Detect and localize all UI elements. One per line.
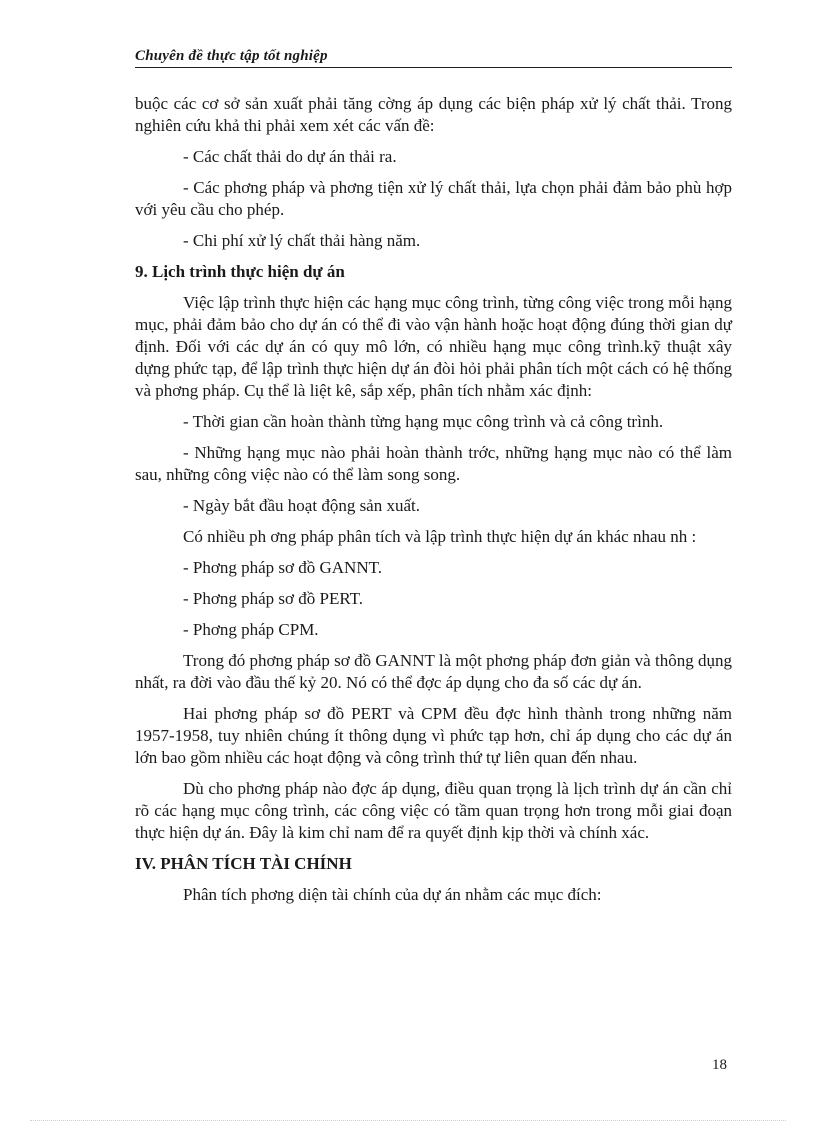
paragraph: Trong đó phơng pháp sơ đồ GANNT là một phơng pháp đơn giản và thông dụng nhất, ra đời vào đầu thế kỷ 20. Nó có thể đợc áp dụng cho đa số các dự án. [135, 651, 732, 692]
page-bottom-rule [30, 1120, 786, 1121]
section-heading: 9. Lịch trình thực hiện dự án [135, 262, 345, 281]
list-item: - Những hạng mục nào phải hoàn thành trớc, những hạng mục nào có thể làm sau, những công việc nào có thể làm song song. [135, 443, 732, 484]
list-item: - Phơng pháp CPM. [183, 620, 319, 639]
paragraph: Phân tích phơng diện tài chính của dự án nhằm các mục đích: [183, 885, 602, 904]
page-body [135, 93, 732, 915]
list-item: - Phơng pháp sơ đồ GANNT. [183, 558, 382, 577]
paragraph: buộc các cơ sở sản xuất phải tăng cờng áp dụng các biện pháp xử lý chất thải. Trong nghiên cứu khả thi phải xem xét các vấn đề: [135, 94, 732, 135]
paragraph: Có nhiều ph ơng pháp phân tích và lập trình thực hiện dự án khác nhau nh : [183, 527, 697, 546]
list-item: - Các chất thải do dự án thải ra. [183, 147, 397, 166]
list-item: - Các phơng pháp và phơng tiện xử lý chất thải, lựa chọn phải đảm bảo phù hợp với yêu cầu cho phép. [135, 178, 732, 219]
paragraph: Hai phơng pháp sơ đồ PERT và CPM đều đợc hình thành trong những năm 1957-1958, tuy nhiên chúng ít thông dụng vì phức tạp hơn, chỉ áp dụng cho các dự án lớn bao gồm nhiều các hoạt động và công trình thứ tự liên quan đến nhau. [135, 704, 732, 767]
section-heading: IV. PHÂN TÍCH TÀI CHÍNH [135, 854, 352, 873]
list-item: - Phơng pháp sơ đồ PERT. [183, 589, 364, 608]
running-header: Chuyên đề thực tập tốt nghiệp [135, 48, 732, 68]
list-item: - Ngày bắt đầu hoạt động sản xuất. [183, 496, 420, 515]
paragraph: Việc lập trình thực hiện các hạng mục công trình, từng công việc trong mỗi hạng mục, phải đảm bảo cho dự án có thể đi vào vận hành hoặc hoạt động đúng thời gian dự định. Đối với các dự án có quy mô lớn, có nhiều hạng mục công trình.kỹ thuật xây dựng phức tạp, để lập trình thực hiện dự án đòi hỏi phải phân tích một cách có hệ thống và phơng pháp. Cụ thể là liệt kê, sắp xếp, phân tích nhằm xác định: [135, 293, 732, 400]
page-number: 18 [712, 1057, 727, 1073]
list-item: - Thời gian cần hoàn thành từng hạng mục công trình và cả công trình. [183, 412, 664, 431]
list-item: - Chi phí xử lý chất thải hàng năm. [183, 231, 421, 250]
paragraph: Dù cho phơng pháp nào đợc áp dụng, điều quan trọng là lịch trình dự án cần chỉ rõ các hạng mục công trình, các công việc có tầm quan trọng hơn trong mỗi giai đoạn thực hiện dự án. Đây là kim chỉ nam để ra quyết định kịp thời và chính xác. [135, 779, 732, 842]
